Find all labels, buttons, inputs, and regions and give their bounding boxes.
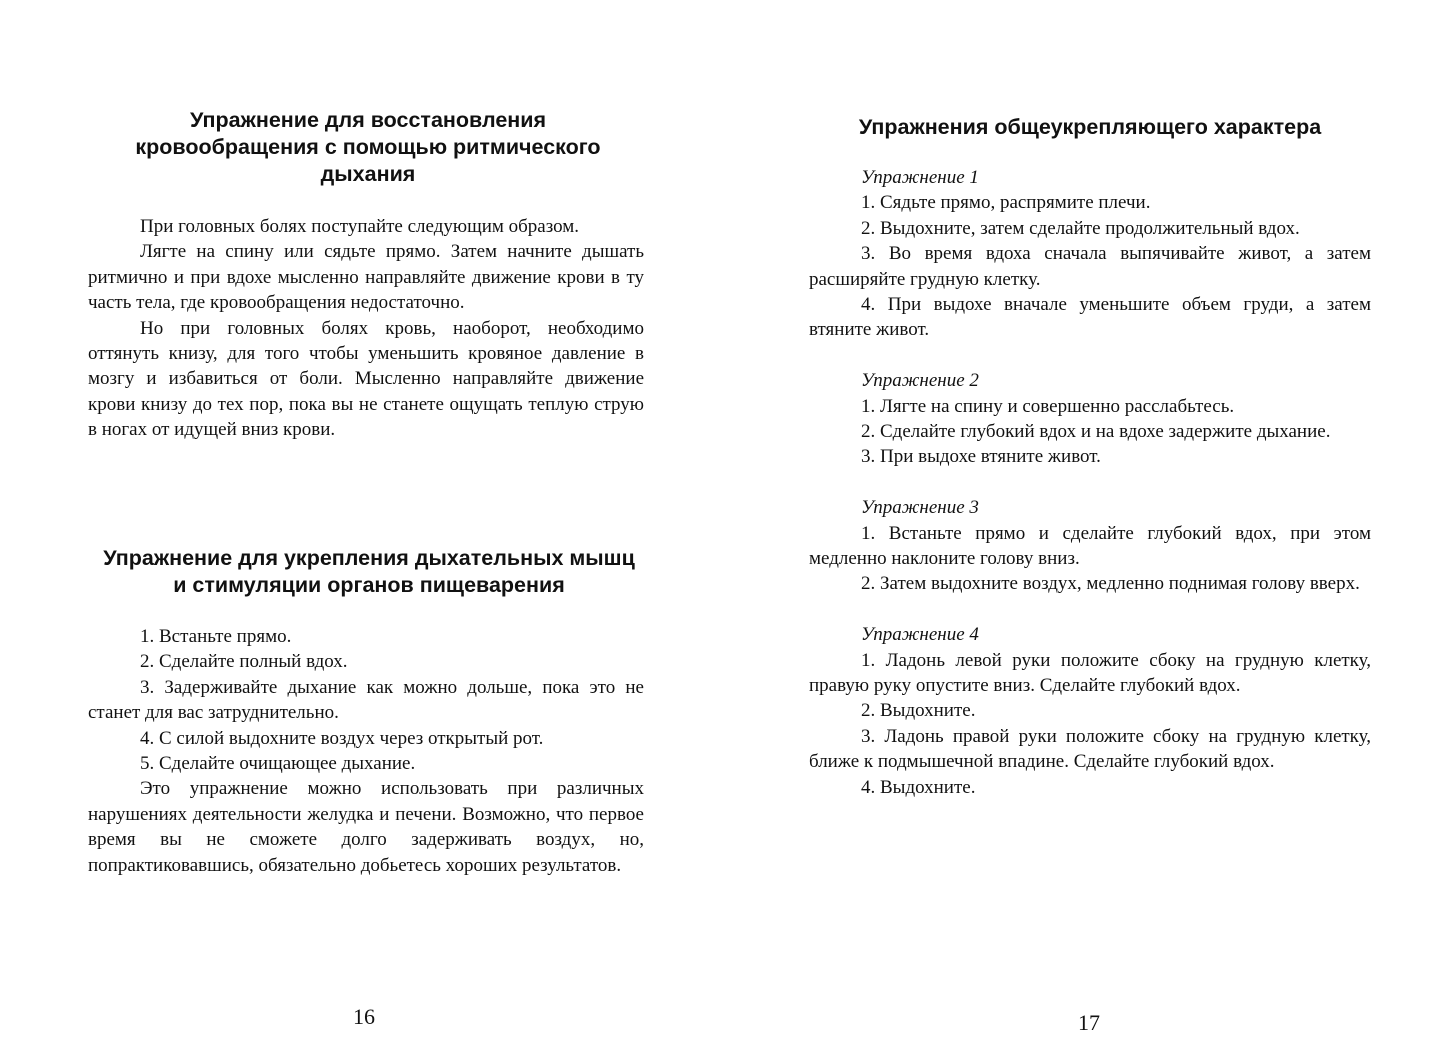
list-item: 1. Лягте на спину и совершенно расслабьтесь. — [861, 395, 1235, 417]
paragraph: Но при головных болях кровь, наоборот, необходимо оттянуть книзу, для того чтобы уменьшить кровяное давление в мозгу и избавиться от боли. Мысленно направляйте движение крови книзу до тех пор, пока вы не станете ощущать теплую струю в ногах от идущей вниз крови. — [88, 317, 644, 441]
exercise-title: Упражнение 4 — [861, 624, 979, 646]
list-item: 1. Встаньте прямо. — [140, 626, 292, 647]
list-item: 2. Выдохните, затем сделайте продолжительный вдох. — [861, 217, 1300, 239]
list-item: 1. Сядьте прямо, распрямите плечи. — [861, 192, 1151, 214]
list-item: 1. Встаньте прямо и сделайте глубокий вдох, при этом медленно наклоните голову вниз. — [809, 522, 1371, 570]
heading-breathing-muscles-exercise: Упражнение для укрепления дыхательных мышц и стимуляции органов пищеварения — [103, 546, 635, 597]
page-number: 16 — [353, 1004, 375, 1029]
list-item: 3. Задерживайте дыхание как можно дольше, пока это не станет для вас затруднительно. — [88, 676, 644, 724]
list-item: 3. Во время вдоха сначала выпячивайте живот, а затем расширяйте грудную клетку. — [809, 243, 1371, 290]
exercise-4 — [809, 622, 1371, 800]
exercise-title: Упражнение 2 — [861, 370, 979, 392]
breathing-muscles-text — [88, 624, 644, 878]
list-item: 4. С силой выдохните воздух через открытый рот. — [140, 727, 544, 749]
list-item: 3. При выдохе втяните живот. — [861, 446, 1101, 468]
exercise-1 — [809, 165, 1371, 343]
list-item: 5. Сделайте очищающее дыхание. — [140, 753, 416, 775]
heading-blood-circulation-exercise: Упражнение для восстановления кровообращения с помощью ритмического дыхания — [135, 108, 601, 186]
paragraph: Это упражнение можно использовать при различных нарушениях деятельности желудка и печени. Возможно, что первое время вы не сможете долго задерживать воздух, но, попрактиковавшись, обязательно добьетесь хороших результатов. — [88, 778, 644, 876]
exercise-2 — [809, 368, 1371, 470]
list-item: 2. Затем выдохните воздух, медленно поднимая голову вверх. — [861, 573, 1360, 595]
exercise-title: Упражнение 3 — [861, 497, 979, 519]
heading-general-strengthening-exercises: Упражнения общеукрепляющего характера — [858, 115, 1322, 139]
blood-circulation-text — [88, 214, 644, 443]
exercise-title: Упражнение 1 — [861, 167, 979, 188]
list-item: 2. Выдохните. — [861, 700, 976, 722]
paragraph: Лягте на спину или сядьте прямо. Затем начните дышать ритмично и при вдохе мысленно направляйте движение крови в ту часть тела, где кровообращения недостаточно. — [88, 241, 644, 314]
list-item: 2. Сделайте полный вдох. — [140, 651, 348, 673]
right-page — [728, 0, 1455, 1045]
list-item: 2. Сделайте глубокий вдох и на вдохе задержите дыхание. — [861, 421, 1331, 443]
page-number: 17 — [1078, 1010, 1100, 1035]
list-item: 4. При выдохе вначале уменьшите объем груди, а затем втяните живот. — [809, 294, 1371, 341]
list-item: 3. Ладонь правой руки положите сбоку на грудную клетку, ближе к подмышечной впадине. Сделайте глубокий вдох. — [809, 725, 1371, 773]
list-item: 4. Выдохните. — [861, 776, 976, 798]
list-item: 1. Ладонь левой руки положите сбоку на грудную клетку, правую руку опустите вниз. Сделайте глубокий вдох. — [809, 649, 1371, 697]
exercise-3 — [809, 495, 1371, 597]
general-strengthening-text — [809, 165, 1371, 800]
paragraph: При головных болях поступайте следующим образом. — [140, 216, 580, 237]
